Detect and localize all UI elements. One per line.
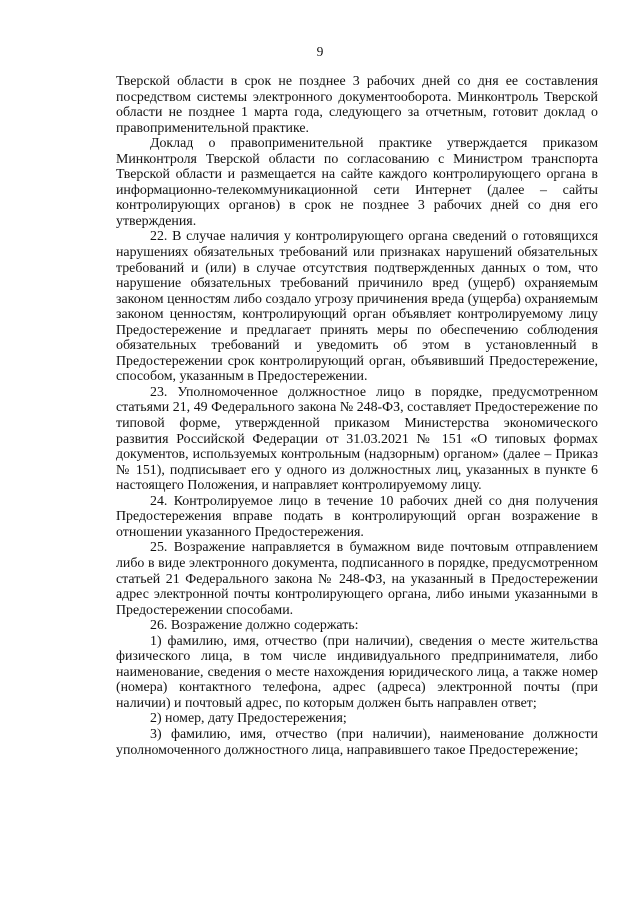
page-number: 9	[316, 44, 324, 59]
list-item-2: 2) номер, дату Предостережения;	[150, 711, 347, 727]
paragraph-continuation: Тверской области в срок не позднее 3 рабочих дней со дня ее составления посредством системы электронного документооборота. Минконтроль Тверской области не позднее 1 марта года, следующего за отчетным, готовит доклад о правоприменительной практике.	[116, 74, 598, 136]
list-item-1: 1) фамилию, имя, отчество (при наличии), сведения о месте жительства физического лица, в том числе индивидуального предпринимателя, либо наименование, сведения о месте нахождения юридического лица, а также номер (номера) контактного телефона, адрес (адреса) электронной почты (при наличии) и почтовый адрес, по которым должен быть направлен ответ;	[116, 633, 598, 711]
paragraph-clause-22: 22. В случае наличия у контролирующего органа сведений о готовящихся нарушениях обязательных требований или признаках нарушений обязательных требований и (или) в случае отсутствия подтвержденных данных о том, что нарушение обязательных требований причинило вред (ущерб) охраняемым законом ценностям либо создало угрозу причинения вреда (ущерба) охраняемым законом ценностям, контролирующий орган объявляет контролируемому лицу Предостережение и предлагает принять меры по обеспечению соблюдения обязательных требований и уведомить об этом в установленный в Предостережении срок контролирующий орган, объявивший Предостережение, способом, указанным в Предостережении.	[116, 229, 598, 385]
paragraph-clause-24: 24. Контролируемое лицо в течение 10 рабочих дней со дня получения Предостережения вправе подать в контролирующий орган возражение в отношении указанного Предостережения.	[116, 493, 598, 540]
paragraph-clause-26: 26. Возражение должно содержать:	[150, 618, 359, 634]
paragraph-report-approval: Доклад о правоприменительной практике утверждается приказом Минконтроля Тверской области по согласованию с Министром транспорта Тверской области и размещается на сайте каждого контролирующего органа в информационно-телекоммуникационной сети Интернет (далее – сайты контролирующих органов) в срок не позднее 3 рабочих дней со дня его утверждения.	[116, 136, 598, 229]
document-body	[116, 74, 598, 758]
paragraph-clause-25: 25. Возражение направляется в бумажном виде почтовым отправлением либо в виде электронного документа, подписанного в порядке, предусмотренном статьей 21 Федерального закона № 248-ФЗ, на указанный в Предостережении адрес электронной почты контролирующего органа, либо иными указанными в Предостережении способами.	[116, 540, 598, 618]
list-item-3: 3) фамилию, имя, отчество (при наличии), наименование должности уполномоченного должностного лица, направившего такое Предостережение;	[116, 726, 598, 758]
paragraph-clause-23: 23. Уполномоченное должностное лицо в порядке, предусмотренном статьями 21, 49 Федерального закона № 248-ФЗ, составляет Предостережение по типовой форме, утвержденной приказом Министерства экономического развития Российской Федерации от 31.03.2021 № 151 «О типовых формах документов, используемых контрольным (надзорным) органом» (далее – Приказ № 151), подписывает его у одного из должностных лиц, указанных в пункте 6 настоящего Положения, и направляет контролируемому лицу.	[116, 384, 598, 494]
